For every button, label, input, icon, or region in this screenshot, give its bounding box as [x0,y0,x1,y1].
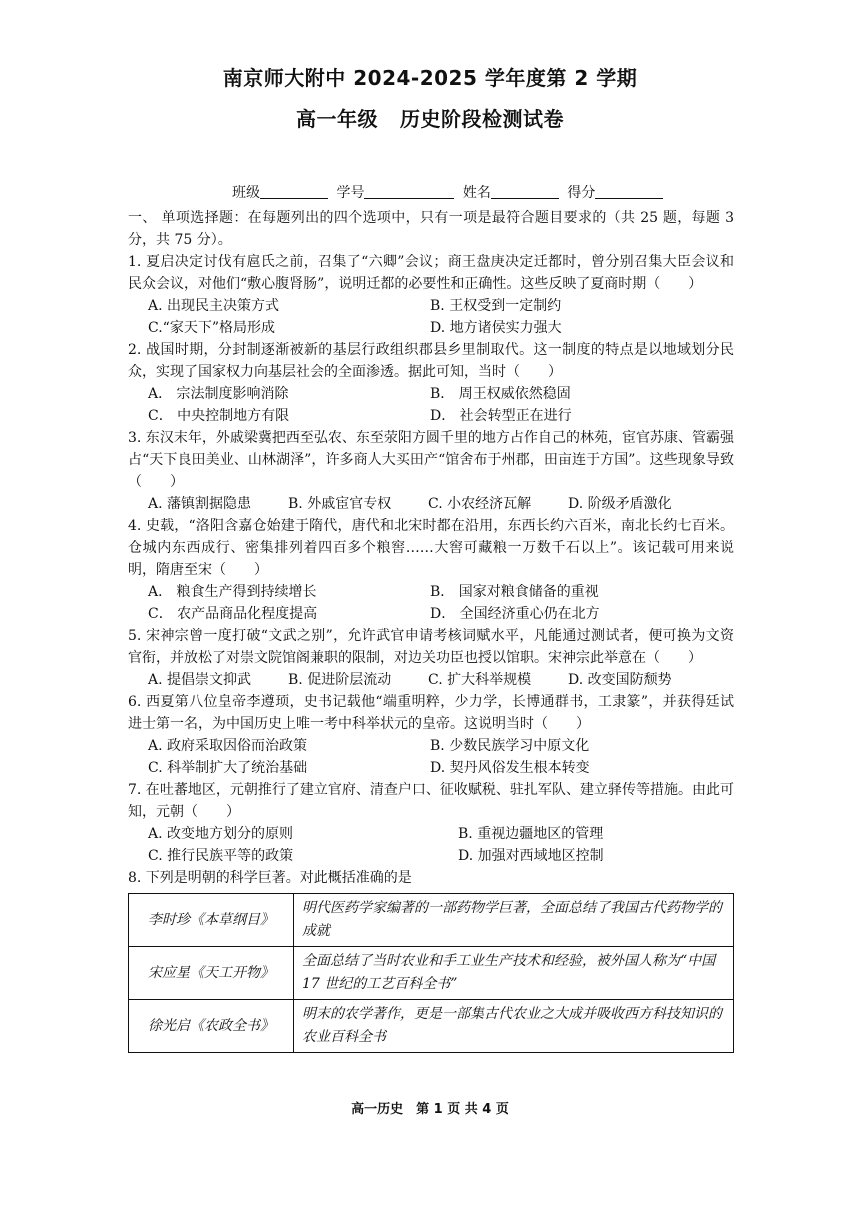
option-c[interactable]: C． 农产品商品化程度提高 [148,606,318,622]
page-footer: 高一历史 第 1 页 共 4 页 [351,1102,509,1117]
option-a[interactable]: A. 藩镇割据隐患 [148,496,252,512]
option-d[interactable]: D. 地方诸侯实力强大 [430,320,562,336]
name-label: 姓名 [462,185,491,201]
exam-content [128,207,734,1053]
question-1: 1. 夏启决定讨伐有扈氏之前，召集了“六卿”会议；商王盘庚决定迁都时，曾分别召集大臣会议和民众会议，对他们“敷心腹肾肠”，说明迁都的必要性和正确性。这些反映了夏商时期（ ） [128,254,734,292]
option-d[interactable]: D. 改变国防颓势 [568,672,672,688]
question-6-options [128,735,734,779]
question-3: 3. 东汉末年，外戚梁冀把西至弘农、东至荥阳方圆千里的地方占作自己的林苑，宦官苏康、管霸强占“天下良田美业、山林湖泽”，许多商人大买田产“馆舍布于州郡，田亩连于方国”。这些现象导致（ ） [128,430,734,490]
question-7: 7. 在吐蕃地区，元朝推行了建立官府、清查户口、征收赋税、驻扎军队、建立驿传等措施。由此可知，元朝（ ） [128,782,734,820]
question-2-options [128,383,734,427]
class-field[interactable] [260,184,328,199]
question-8: 8. 下列是明朝的科学巨著。对此概括准确的是 [128,870,412,886]
option-c[interactable]: C.“家天下”格局形成 [148,320,275,336]
table-row [129,947,734,1000]
exam-name: 历史阶段检测试卷 [400,107,564,131]
book-description-cell: 明末的农学著作，更是一部集古代农业之大成并吸收西方科技知识的农业百科全书 [294,1000,734,1053]
student-id-field[interactable] [364,184,454,199]
book-title-cell: 李时珍《本草纲目》 [129,894,294,947]
option-b[interactable]: B． 周王权威依然稳固 [430,386,571,402]
question-1-options [128,295,734,339]
section-heading: 一、 单项选择题：在每题列出的四个选项中，只有一项是最符合题目要求的（共 25 题，每题 3 分，共 75 分）。 [128,210,734,248]
option-b[interactable]: B. 外戚宦官专权 [288,496,392,512]
question-2: 2. 战国时期，分封制逐渐被新的基层行政组织郡县乡里制取代。这一制度的特点是以地域划分民众，实现了国家权力向基层社会的全面渗透。据此可知，当时（ ） [128,342,734,380]
option-b[interactable]: B. 重视边疆地区的管理 [458,826,604,842]
option-d[interactable]: D． 全国经济重心仍在北方 [430,606,600,622]
name-field[interactable] [491,184,559,199]
score-field[interactable] [595,184,663,199]
book-title-cell: 徐光启《农政全书》 [129,1000,294,1053]
book-description-cell: 全面总结了当时农业和手工业生产技术和经验，被外国人称为“中国 17 世纪的工艺百科全书” [294,947,734,1000]
exam-title-line1: 南京师大附中 2024-2025 学年度第 2 学期 [222,66,638,90]
question-7-options [128,823,734,867]
question-6: 6. 西夏第八位皇帝李遵顼，史书记载他“端重明粹，少力学，长博通群书，工隶篆”，并获得廷试进士第一名，为中国历史上唯一考中科举状元的皇帝。这说明当时（ ） [128,694,734,732]
table-row [129,1000,734,1053]
question-5: 5. 宋神宗曾一度打破“文武之别”，允许武官申请考核词赋水平，凡能通过测试者，便可换为文资官衔，并放松了对崇文院馆阁兼职的限制，对边关功臣也授以馆职。宋神宗此举意在（ ） [128,628,734,666]
question-3-options [128,493,734,515]
option-b[interactable]: B． 国家对粮食储备的重视 [430,584,599,600]
option-c[interactable]: C． 中央控制地方有限 [148,408,290,424]
question-4-options [128,581,734,625]
option-b[interactable]: B. 促进阶层流动 [288,672,392,688]
question-4: 4. 史载，“洛阳含嘉仓始建于隋代，唐代和北宋时都在沿用，东西长约六百米，南北长约七百米。仓城内东西成行、密集排列着四百多个粮窖……大窖可藏粮一万数千石以上”。该记载可用来说明，隋唐至宋（ ） [128,518,734,578]
option-b[interactable]: B. 王权受到一定制约 [430,298,562,314]
book-description-cell: 明代医药学家编著的一部药物学巨著，全面总结了我国古代药物学的成就 [294,894,734,947]
option-a[interactable]: A. 政府采取因俗而治政策 [148,738,308,754]
exam-title-line2 [0,103,860,132]
option-c[interactable]: C. 小农经济瓦解 [428,496,532,512]
book-title-cell: 宋应星《天工开物》 [129,947,294,1000]
option-b[interactable]: B. 少数民族学习中原文化 [430,738,590,754]
option-a[interactable]: A. 出现民主决策方式 [148,298,280,314]
option-d[interactable]: D. 阶级矛盾激化 [568,496,672,512]
student-info-line [232,182,667,202]
table-row [129,894,734,947]
option-a[interactable]: A. 改变地方划分的原则 [148,826,294,842]
option-d[interactable]: D． 社会转型正在进行 [430,408,572,424]
option-c[interactable]: C. 扩大科举规模 [428,672,532,688]
grade-label: 高一年级 [296,107,378,131]
science-works-table [128,893,734,1053]
option-c[interactable]: C. 推行民族平等的政策 [148,848,294,864]
score-label: 得分 [567,185,596,201]
option-c[interactable]: C. 科举制扩大了统治基础 [148,760,308,776]
class-label: 班级 [232,185,260,201]
option-d[interactable]: D. 契丹风俗发生根本转变 [430,760,590,776]
option-a[interactable]: A． 粮食生产得到持续增长 [148,584,317,600]
option-a[interactable]: A. 提倡崇文抑武 [148,672,252,688]
student-id-label: 学号 [336,185,365,201]
option-a[interactable]: A． 宗法制度影响消除 [148,386,289,402]
option-d[interactable]: D. 加强对西域地区控制 [458,848,604,864]
question-5-options [128,669,734,691]
